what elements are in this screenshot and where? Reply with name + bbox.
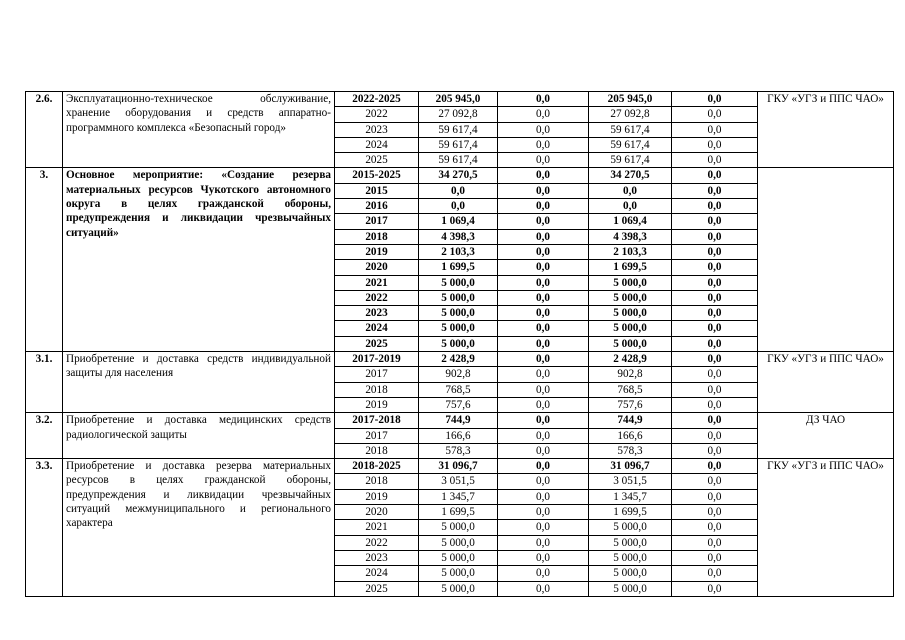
year-cell: 2025: [335, 581, 419, 596]
other-cell: 0,0: [672, 535, 758, 550]
regional-cell: 59 617,4: [589, 122, 672, 137]
regional-cell: 5 000,0: [589, 581, 672, 596]
regional-cell: 5 000,0: [589, 306, 672, 321]
item-description: Приобретение и доставка резерва материальных ресурсов в целях гражданской обороны, предупреждения и ликвидации чрезвычайных ситуаций межмуниципального и регионального характера: [63, 459, 335, 597]
federal-cell: 0,0: [498, 92, 589, 107]
federal-cell: 0,0: [498, 505, 589, 520]
year-cell: 2022-2025: [335, 92, 419, 107]
other-cell: 0,0: [672, 214, 758, 229]
federal-cell: 0,0: [498, 367, 589, 382]
total-cell: 5 000,0: [419, 520, 498, 535]
other-cell: 0,0: [672, 474, 758, 489]
federal-cell: 0,0: [498, 214, 589, 229]
total-cell: 5 000,0: [419, 550, 498, 565]
year-cell: 2015: [335, 183, 419, 198]
regional-cell: 757,6: [589, 397, 672, 412]
federal-cell: 0,0: [498, 581, 589, 596]
item-number: 3.2.: [26, 413, 63, 459]
other-cell: 0,0: [672, 260, 758, 275]
total-cell: 1 345,7: [419, 489, 498, 504]
year-cell: 2021: [335, 275, 419, 290]
total-cell: 5 000,0: [419, 566, 498, 581]
other-cell: 0,0: [672, 382, 758, 397]
item-number: 3.3.: [26, 459, 63, 597]
table-row: [26, 92, 894, 107]
year-cell: 2019: [335, 244, 419, 259]
regional-cell: 5 000,0: [589, 520, 672, 535]
federal-cell: 0,0: [498, 413, 589, 428]
regional-cell: 1 069,4: [589, 214, 672, 229]
regional-cell: 2 428,9: [589, 352, 672, 367]
item-number: 2.6.: [26, 92, 63, 168]
total-cell: 2 428,9: [419, 352, 498, 367]
regional-cell: 5 000,0: [589, 550, 672, 565]
regional-cell: 902,8: [589, 367, 672, 382]
table-row: [26, 352, 894, 367]
regional-cell: 205 945,0: [589, 92, 672, 107]
year-cell: 2019: [335, 489, 419, 504]
regional-cell: 1 699,5: [589, 505, 672, 520]
year-cell: 2023: [335, 306, 419, 321]
other-cell: 0,0: [672, 168, 758, 183]
regional-cell: 27 092,8: [589, 107, 672, 122]
federal-cell: 0,0: [498, 306, 589, 321]
total-cell: 744,9: [419, 413, 498, 428]
year-cell: 2017-2019: [335, 352, 419, 367]
federal-cell: 0,0: [498, 535, 589, 550]
total-cell: 902,8: [419, 367, 498, 382]
other-cell: 0,0: [672, 413, 758, 428]
federal-cell: 0,0: [498, 107, 589, 122]
table-row: [26, 168, 894, 183]
executor-cell: ГКУ «УГЗ и ППС ЧАО»: [758, 92, 894, 168]
year-cell: 2021: [335, 520, 419, 535]
total-cell: 166,6: [419, 428, 498, 443]
item-number: 3.: [26, 168, 63, 352]
other-cell: 0,0: [672, 107, 758, 122]
year-cell: 2017: [335, 367, 419, 382]
regional-cell: 5 000,0: [589, 535, 672, 550]
total-cell: 5 000,0: [419, 306, 498, 321]
total-cell: 5 000,0: [419, 581, 498, 596]
item-description: Приобретение и доставка средств индивидуальной защиты для населения: [63, 352, 335, 413]
other-cell: 0,0: [672, 505, 758, 520]
federal-cell: 0,0: [498, 428, 589, 443]
executor-cell: ДЗ ЧАО: [758, 413, 894, 459]
other-cell: 0,0: [672, 92, 758, 107]
total-cell: 5 000,0: [419, 290, 498, 305]
year-cell: 2017-2018: [335, 413, 419, 428]
other-cell: 0,0: [672, 550, 758, 565]
year-cell: 2018-2025: [335, 459, 419, 474]
regional-cell: 59 617,4: [589, 153, 672, 168]
other-cell: 0,0: [672, 199, 758, 214]
regional-cell: 4 398,3: [589, 229, 672, 244]
total-cell: 0,0: [419, 199, 498, 214]
federal-cell: 0,0: [498, 137, 589, 152]
other-cell: 0,0: [672, 581, 758, 596]
total-cell: 27 092,8: [419, 107, 498, 122]
federal-cell: 0,0: [498, 321, 589, 336]
total-cell: 757,6: [419, 397, 498, 412]
federal-cell: 0,0: [498, 244, 589, 259]
total-cell: 5 000,0: [419, 336, 498, 351]
total-cell: 1 699,5: [419, 505, 498, 520]
executor-cell: ГКУ «УГЗ и ППС ЧАО»: [758, 352, 894, 413]
year-cell: 2025: [335, 336, 419, 351]
year-cell: 2022: [335, 107, 419, 122]
federal-cell: 0,0: [498, 566, 589, 581]
total-cell: 1 699,5: [419, 260, 498, 275]
table-row: [26, 459, 894, 474]
other-cell: 0,0: [672, 489, 758, 504]
total-cell: 5 000,0: [419, 275, 498, 290]
regional-cell: 31 096,7: [589, 459, 672, 474]
regional-cell: 5 000,0: [589, 566, 672, 581]
other-cell: 0,0: [672, 229, 758, 244]
total-cell: 59 617,4: [419, 137, 498, 152]
year-cell: 2016: [335, 199, 419, 214]
federal-cell: 0,0: [498, 122, 589, 137]
federal-cell: 0,0: [498, 336, 589, 351]
year-cell: 2020: [335, 260, 419, 275]
regional-cell: 59 617,4: [589, 137, 672, 152]
total-cell: 4 398,3: [419, 229, 498, 244]
other-cell: 0,0: [672, 275, 758, 290]
year-cell: 2024: [335, 566, 419, 581]
federal-cell: 0,0: [498, 443, 589, 458]
federal-cell: 0,0: [498, 352, 589, 367]
other-cell: 0,0: [672, 566, 758, 581]
regional-cell: 2 103,3: [589, 244, 672, 259]
other-cell: 0,0: [672, 122, 758, 137]
year-cell: 2023: [335, 550, 419, 565]
regional-cell: 5 000,0: [589, 290, 672, 305]
total-cell: 5 000,0: [419, 321, 498, 336]
regional-cell: 3 051,5: [589, 474, 672, 489]
year-cell: 2017: [335, 428, 419, 443]
federal-cell: 0,0: [498, 153, 589, 168]
other-cell: 0,0: [672, 428, 758, 443]
federal-cell: 0,0: [498, 229, 589, 244]
total-cell: 0,0: [419, 183, 498, 198]
year-cell: 2015-2025: [335, 168, 419, 183]
total-cell: 59 617,4: [419, 153, 498, 168]
other-cell: 0,0: [672, 397, 758, 412]
table-body: [26, 92, 894, 597]
year-cell: 2017: [335, 214, 419, 229]
federal-cell: 0,0: [498, 168, 589, 183]
federal-cell: 0,0: [498, 275, 589, 290]
total-cell: 578,3: [419, 443, 498, 458]
other-cell: 0,0: [672, 336, 758, 351]
year-cell: 2022: [335, 290, 419, 305]
federal-cell: 0,0: [498, 474, 589, 489]
item-description: Приобретение и доставка медицинских средств радиологической защиты: [63, 413, 335, 459]
total-cell: 3 051,5: [419, 474, 498, 489]
regional-cell: 5 000,0: [589, 321, 672, 336]
federal-cell: 0,0: [498, 260, 589, 275]
total-cell: 2 103,3: [419, 244, 498, 259]
total-cell: 5 000,0: [419, 535, 498, 550]
total-cell: 31 096,7: [419, 459, 498, 474]
regional-cell: 1 699,5: [589, 260, 672, 275]
federal-cell: 0,0: [498, 382, 589, 397]
federal-cell: 0,0: [498, 199, 589, 214]
item-description: Эксплуатационно-техническое обслуживание, хранение оборудования и средств аппаратно-программного комплекса «Безопасный город»: [63, 92, 335, 168]
year-cell: 2018: [335, 382, 419, 397]
year-cell: 2024: [335, 321, 419, 336]
year-cell: 2018: [335, 229, 419, 244]
regional-cell: 166,6: [589, 428, 672, 443]
other-cell: 0,0: [672, 459, 758, 474]
regional-cell: 0,0: [589, 199, 672, 214]
regional-cell: 578,3: [589, 443, 672, 458]
regional-cell: 0,0: [589, 183, 672, 198]
executor-cell: ГКУ «УГЗ и ППС ЧАО»: [758, 459, 894, 597]
federal-cell: 0,0: [498, 397, 589, 412]
regional-cell: 768,5: [589, 382, 672, 397]
year-cell: 2023: [335, 122, 419, 137]
other-cell: 0,0: [672, 520, 758, 535]
federal-cell: 0,0: [498, 459, 589, 474]
year-cell: 2019: [335, 397, 419, 412]
other-cell: 0,0: [672, 321, 758, 336]
regional-cell: 34 270,5: [589, 168, 672, 183]
regional-cell: 5 000,0: [589, 336, 672, 351]
other-cell: 0,0: [672, 183, 758, 198]
year-cell: 2018: [335, 474, 419, 489]
year-cell: 2018: [335, 443, 419, 458]
federal-cell: 0,0: [498, 290, 589, 305]
year-cell: 2020: [335, 505, 419, 520]
year-cell: 2025: [335, 153, 419, 168]
total-cell: 34 270,5: [419, 168, 498, 183]
other-cell: 0,0: [672, 244, 758, 259]
federal-cell: 0,0: [498, 489, 589, 504]
other-cell: 0,0: [672, 443, 758, 458]
year-cell: 2022: [335, 535, 419, 550]
total-cell: 768,5: [419, 382, 498, 397]
regional-cell: 1 345,7: [589, 489, 672, 504]
other-cell: 0,0: [672, 153, 758, 168]
total-cell: 1 069,4: [419, 214, 498, 229]
item-number: 3.1.: [26, 352, 63, 413]
other-cell: 0,0: [672, 367, 758, 382]
federal-cell: 0,0: [498, 550, 589, 565]
regional-cell: 744,9: [589, 413, 672, 428]
federal-cell: 0,0: [498, 520, 589, 535]
regional-cell: 5 000,0: [589, 275, 672, 290]
executor-cell: [758, 168, 894, 352]
total-cell: 59 617,4: [419, 122, 498, 137]
total-cell: 205 945,0: [419, 92, 498, 107]
item-description: Основное мероприятие: «Создание резерва материальных ресурсов Чукотского автономного округа в целях гражданской обороны, предупреждения и ликвидации чрезвычайных ситуаций»: [63, 168, 335, 352]
other-cell: 0,0: [672, 290, 758, 305]
other-cell: 0,0: [672, 137, 758, 152]
federal-cell: 0,0: [498, 183, 589, 198]
table-row: [26, 413, 894, 428]
other-cell: 0,0: [672, 306, 758, 321]
other-cell: 0,0: [672, 352, 758, 367]
budget-table: [25, 91, 894, 597]
year-cell: 2024: [335, 137, 419, 152]
